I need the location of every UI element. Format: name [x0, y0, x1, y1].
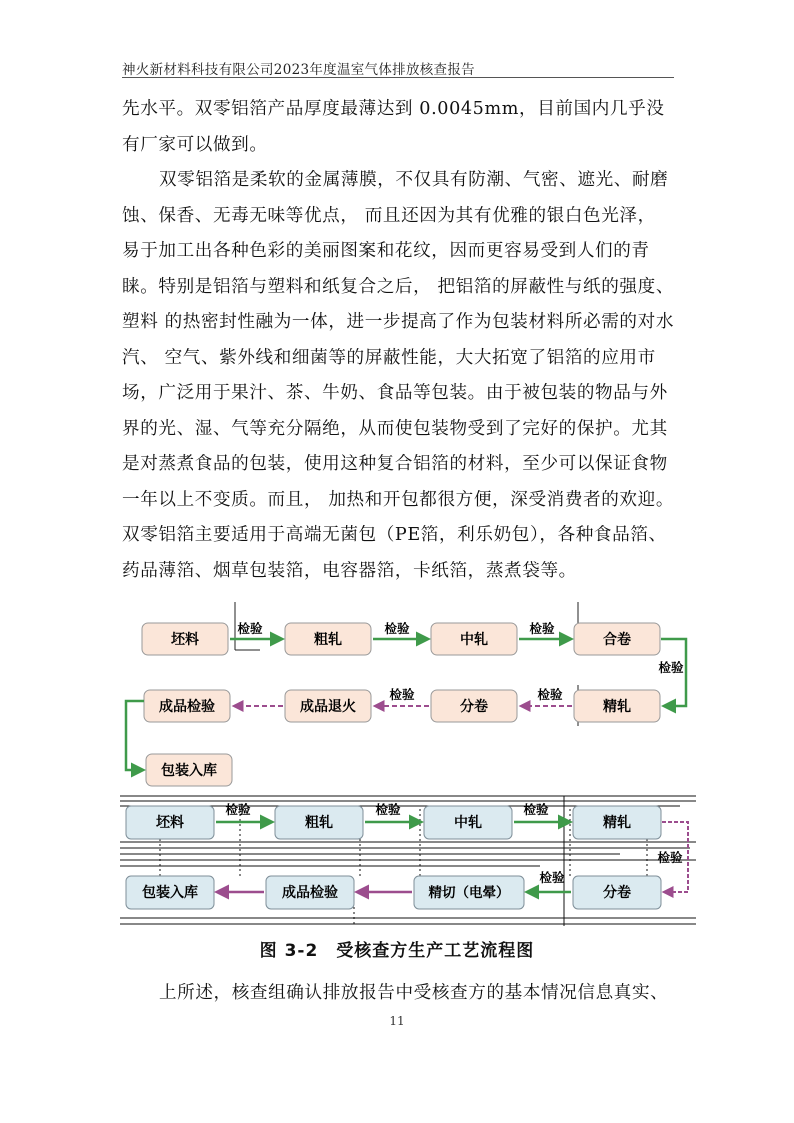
paragraph-1: 先水平。双零铝箔产品厚度最薄达到 0.0045mm，目前国内几乎没有厂家可以做到。 — [122, 99, 665, 155]
figure-caption: 图 3-2 受核查方生产工艺流程图 — [259, 941, 535, 961]
flow2-label-inspect: 检验 — [523, 802, 549, 817]
flow2-label-inspect: 检验 — [225, 802, 251, 817]
svg-text:坯料: 坯料 — [156, 815, 184, 831]
svg-text:中轧: 中轧 — [460, 632, 488, 648]
flow1-node-inspection — [144, 690, 230, 722]
process-flow-diagram — [120, 600, 696, 930]
flow1-label-inspect: 检验 — [237, 621, 263, 636]
svg-text:粗轧: 粗轧 — [314, 632, 342, 648]
flow2-node-finish-rolling — [573, 806, 661, 839]
svg-text:成品检验: 成品检验 — [282, 885, 338, 901]
svg-text:精轧: 精轧 — [603, 815, 631, 831]
flow2-node-inspection — [266, 876, 354, 909]
flow2-node-rough-rolling — [275, 806, 363, 839]
svg-text:成品检验: 成品检验 — [159, 699, 215, 715]
flow2-label-inspect: 检验 — [657, 850, 683, 865]
flow2-node-middle-rolling — [424, 806, 512, 839]
flow2-node-billet — [126, 806, 214, 839]
svg-text:分卷: 分卷 — [460, 699, 488, 715]
flow1 — [126, 602, 686, 786]
svg-text:粗轧: 粗轧 — [305, 815, 333, 831]
flow2-node-precision-cutting — [414, 876, 524, 909]
flow1-node-rough-rolling — [285, 623, 371, 655]
flow1-node-packing — [146, 754, 232, 786]
flow1-node-annealing — [285, 690, 371, 722]
flow2-label-inspect: 检验 — [375, 802, 401, 817]
flow1-label-inspect: 检验 — [658, 660, 684, 675]
svg-text:坯料: 坯料 — [171, 632, 199, 648]
flow1-node-finish-rolling — [574, 690, 660, 722]
paragraph-3: 上所述，核查组确认排放报告中受核查方的基本情况信息真实、 — [158, 983, 669, 1003]
flow1-arrow-to-packing — [126, 701, 144, 770]
flow1-node-slitting — [431, 690, 517, 722]
flow1-label-inspect: 检验 — [537, 687, 563, 702]
svg-text:成品退火: 成品退火 — [300, 699, 356, 715]
flow1-label-inspect: 检验 — [384, 621, 410, 636]
header-divider — [122, 77, 674, 78]
svg-text:包装入库: 包装入库 — [161, 763, 217, 779]
svg-text:合卷: 合卷 — [603, 632, 631, 648]
flow1-label-inspect: 检验 — [529, 621, 555, 636]
svg-text:精切（电晕）: 精切（电晕） — [428, 885, 510, 901]
flow1-node-billet — [142, 623, 228, 655]
flow1-node-doubling — [574, 623, 660, 655]
flow1-label-inspect: 检验 — [389, 687, 415, 702]
paragraph-2: 双零铝箔是柔软的金属薄膜，不仅具有防潮、气密、遮光、耐磨蚀、保香、无毒无味等优点， 而且还因为其有优雅的银白色光泽， 易于加工出各种色彩的美丽图案和花纹，因而更容易受到人们的青睐。特别是铝箔与塑料和纸复合之后， 把铝箔的屏蔽性与纸的强度、塑料 的热密封性融为一体，进一步提高了作为包装材料所必需的对水汽、 空气、紫外线和细菌等的屏蔽性能，大大拓宽了铝箔的应用市场，广泛用于果汁、茶、牛奶、食品等包装。由于被包装的物品与外界的光、湿、气等充分隔绝，从而使包装物受到了完好的保护。尤其是对蒸煮食品的包装，使用这种复合铝箔的材料，至少可以保证食物一年以上不变质。而且， 加热和开包都很方便，深受消费者的欢迎。双零铝箔主要适用于高端无菌包（PE箔，利乐奶包），各种食品箔、药品薄箔、烟草包装箔，电容器箔，卡纸箔，蒸煮袋等。 — [122, 170, 675, 581]
flow2-node-packing — [126, 876, 214, 909]
svg-text:分卷: 分卷 — [603, 885, 631, 901]
page-number: 11 — [389, 1014, 405, 1028]
flow1-node-middle-rolling — [431, 623, 517, 655]
page-header: 神火新材料科技有限公司2023年度温室气体排放核查报告 — [122, 62, 475, 78]
svg-text:包装入库: 包装入库 — [142, 885, 198, 901]
svg-text:中轧: 中轧 — [454, 815, 482, 831]
flow2-label-inspect: 检验 — [539, 870, 565, 885]
flow2 — [120, 796, 696, 926]
body-text — [122, 92, 678, 589]
flow2-node-slitting — [573, 876, 661, 909]
svg-text:精轧: 精轧 — [603, 699, 631, 715]
